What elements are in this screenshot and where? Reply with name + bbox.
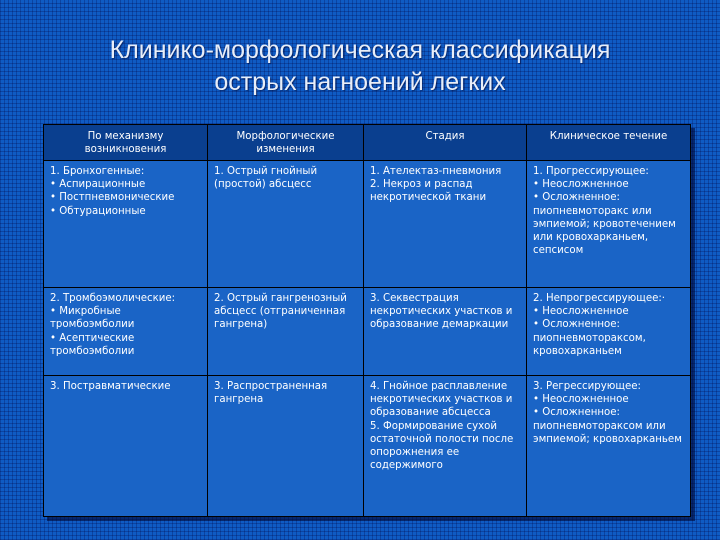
cell-morphology xyxy=(208,288,364,376)
cell-line: 1. Прогрессирующее: xyxy=(533,166,649,177)
cell-line: 3. Постравматические xyxy=(50,381,171,392)
cell-line: 3. Регрессирующее: xyxy=(533,381,641,392)
cell-bullet: • Постпневмонические xyxy=(50,192,175,204)
slide-title xyxy=(0,34,720,98)
cell-mechanism xyxy=(44,376,208,517)
cell-mechanism xyxy=(44,288,208,376)
cell-bullet: • Неосложненное xyxy=(533,179,629,191)
cell-mechanism xyxy=(44,161,208,288)
table-row xyxy=(44,288,691,376)
cell-stage xyxy=(364,376,527,517)
cell-bullet: • Осложненное: пиопневмотораксом или эмпиемой; кровохарканьем xyxy=(533,407,682,445)
cell-line: 1. Острый гнойный (простой) абсцесс xyxy=(214,166,318,191)
cell-line: 2. Острый гангренозный абсцесс (отграниченная гангрена) xyxy=(214,293,347,331)
header-stage: Стадия xyxy=(364,125,527,161)
cell-bullet: • Осложненное: пиопневмоторакс или эмпиемой; кровотечением или кровохарканьем, сепсисом xyxy=(533,192,676,257)
classification-table xyxy=(43,124,691,517)
cell-stage xyxy=(364,288,527,376)
cell-line: 2. Некроз и распад некротической ткани xyxy=(370,179,487,204)
table-header-row xyxy=(44,125,691,161)
cell-bullet: • Осложненное: пиопневмотораксом, кровохарканьем xyxy=(533,319,646,357)
cell-bullet: • Асептические тромбоэмболии xyxy=(50,332,135,357)
cell-morphology xyxy=(208,376,364,517)
cell-bullet: • Аспирационные xyxy=(50,179,146,191)
cell-bullet: • Неосложненное xyxy=(533,394,629,406)
cell-line: 2. Тромбоэмолические: xyxy=(50,293,176,304)
header-course: Клиническое течение xyxy=(527,125,691,161)
cell-course xyxy=(527,161,691,288)
slide-title-line-1: Клинико-морфологическая классификация xyxy=(109,36,611,64)
cell-line: 3. Распространенная гангрена xyxy=(214,381,328,406)
cell-line: 1. Бронхогенные: xyxy=(50,166,145,177)
table-row xyxy=(44,376,691,517)
slide-title-line-2: острых нагноений легких xyxy=(214,68,506,96)
cell-bullet: • Микробные тромбоэмболии xyxy=(50,306,135,331)
table-row xyxy=(44,161,691,288)
cell-line: 5. Формирование сухой остаточной полости после опорожнения ее содержимого xyxy=(370,420,514,472)
cell-line: 1. Ателектаз-пневмония xyxy=(370,166,502,177)
cell-line: 2. Непрогрессирующее:· xyxy=(533,293,666,304)
cell-morphology xyxy=(208,161,364,288)
cell-bullet: • Обтурационные xyxy=(50,205,146,217)
cell-bullet: • Неосложненное xyxy=(533,306,629,318)
cell-line: 4. Гнойное расплавление некротических участков и образование абсцесса xyxy=(370,381,513,419)
header-morphology: Морфологические изменения xyxy=(208,125,364,161)
cell-course xyxy=(527,288,691,376)
header-mechanism: По механизму возникновения xyxy=(44,125,208,161)
cell-stage xyxy=(364,161,527,288)
cell-course xyxy=(527,376,691,517)
cell-line: 3. Секвестрация некротических участков и образование демаркации xyxy=(370,293,513,331)
